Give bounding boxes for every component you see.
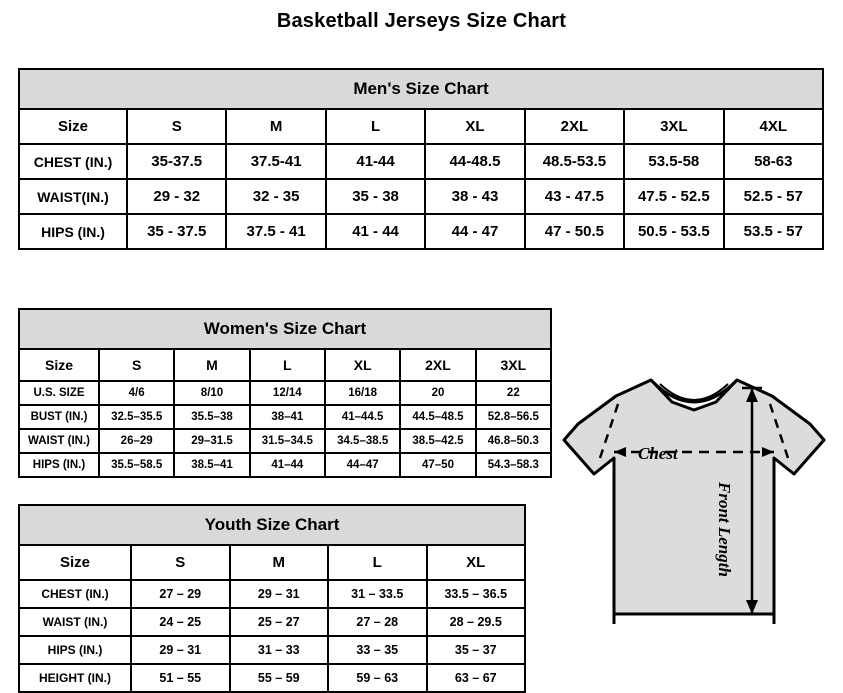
cell: 63 – 67 <box>427 664 526 692</box>
row-label-hips: HIPS (IN.) <box>19 214 127 249</box>
cell: 47–50 <box>400 453 475 477</box>
cell: 37.5-41 <box>226 144 325 179</box>
cell: 35 – 37 <box>427 636 526 664</box>
header-size-l: L <box>250 349 325 381</box>
header-size-xl: XL <box>427 545 526 580</box>
cell: 32.5–35.5 <box>99 405 174 429</box>
cell: 37.5 - 41 <box>226 214 325 249</box>
womens-size-chart-table <box>18 308 552 478</box>
table-row <box>19 580 525 608</box>
table-row <box>19 381 551 405</box>
table-caption-row <box>19 309 551 349</box>
cell: 33 – 35 <box>328 636 427 664</box>
header-size: Size <box>19 109 127 144</box>
cell: 35.5–58.5 <box>99 453 174 477</box>
cell: 44.5–48.5 <box>400 405 475 429</box>
cell: 8/10 <box>174 381 249 405</box>
front-length-measure-label: Front Length <box>715 482 734 577</box>
row-label-height: HEIGHT (IN.) <box>19 664 131 692</box>
cell: 33.5 – 36.5 <box>427 580 526 608</box>
page-title: Basketball Jerseys Size Chart <box>276 10 567 32</box>
cell: 35-37.5 <box>127 144 226 179</box>
cell: 44–47 <box>325 453 400 477</box>
header-size-s: S <box>131 545 230 580</box>
cell: 53.5-58 <box>624 144 723 179</box>
row-label-chest: CHEST (IN.) <box>19 144 127 179</box>
table-row <box>19 664 525 692</box>
cell: 54.3–58.3 <box>476 453 551 477</box>
table-row <box>19 405 551 429</box>
header-size-m: M <box>226 109 325 144</box>
cell: 59 – 63 <box>328 664 427 692</box>
cell: 44 - 47 <box>425 214 524 249</box>
cell: 16/18 <box>325 381 400 405</box>
header-size-3xl: 3XL <box>624 109 723 144</box>
cell: 29 - 32 <box>127 179 226 214</box>
mens-chart-caption: Men's Size Chart <box>19 69 823 109</box>
cell: 58-63 <box>724 144 823 179</box>
row-label-bust: BUST (IN.) <box>19 405 99 429</box>
cell: 35.5–38 <box>174 405 249 429</box>
mens-size-chart-table <box>18 68 824 250</box>
cell: 26–29 <box>99 429 174 453</box>
cell: 27 – 28 <box>328 608 427 636</box>
cell: 50.5 - 53.5 <box>624 214 723 249</box>
cell: 52.8–56.5 <box>476 405 551 429</box>
table-caption-row <box>19 505 525 545</box>
header-size-xl: XL <box>325 349 400 381</box>
cell: 29–31.5 <box>174 429 249 453</box>
row-label-waist: WAIST (IN.) <box>19 608 131 636</box>
table-row <box>19 214 823 249</box>
table-row <box>19 636 525 664</box>
jersey-measurement-diagram <box>556 362 836 682</box>
table-header-row <box>19 545 525 580</box>
cell: 4/6 <box>99 381 174 405</box>
header-size-s: S <box>99 349 174 381</box>
cell: 31 – 33 <box>230 636 329 664</box>
table-row <box>19 179 823 214</box>
cell: 31 – 33.5 <box>328 580 427 608</box>
header-size-l: L <box>328 545 427 580</box>
cell: 47 - 50.5 <box>525 214 624 249</box>
youth-chart-caption: Youth Size Chart <box>19 505 525 545</box>
header-size-m: M <box>174 349 249 381</box>
cell: 28 – 29.5 <box>427 608 526 636</box>
cell: 29 – 31 <box>131 636 230 664</box>
cell: 44-48.5 <box>425 144 524 179</box>
cell: 53.5 - 57 <box>724 214 823 249</box>
cell: 52.5 - 57 <box>724 179 823 214</box>
table-row <box>19 453 551 477</box>
table-row <box>19 144 823 179</box>
cell: 29 – 31 <box>230 580 329 608</box>
cell: 34.5–38.5 <box>325 429 400 453</box>
cell: 22 <box>476 381 551 405</box>
cell: 20 <box>400 381 475 405</box>
header-size: Size <box>19 545 131 580</box>
header-size: Size <box>19 349 99 381</box>
cell: 38–41 <box>250 405 325 429</box>
row-label-hips: HIPS (IN.) <box>19 453 99 477</box>
cell: 38 - 43 <box>425 179 524 214</box>
cell: 25 – 27 <box>230 608 329 636</box>
cell: 35 - 37.5 <box>127 214 226 249</box>
header-size-l: L <box>326 109 425 144</box>
jersey-shirt-icon <box>556 362 836 682</box>
cell: 38.5–41 <box>174 453 249 477</box>
chest-measure-label: Chest <box>638 444 678 463</box>
header-size-s: S <box>127 109 226 144</box>
table-caption-row <box>19 69 823 109</box>
cell: 55 – 59 <box>230 664 329 692</box>
cell: 24 – 25 <box>131 608 230 636</box>
cell: 47.5 - 52.5 <box>624 179 723 214</box>
table-header-row <box>19 109 823 144</box>
header-size-2xl: 2XL <box>400 349 475 381</box>
cell: 41–44 <box>250 453 325 477</box>
cell: 41 - 44 <box>326 214 425 249</box>
header-size-xl: XL <box>425 109 524 144</box>
header-size-3xl: 3XL <box>476 349 551 381</box>
row-label-chest: CHEST (IN.) <box>19 580 131 608</box>
header-size-2xl: 2XL <box>525 109 624 144</box>
row-label-hips: HIPS (IN.) <box>19 636 131 664</box>
youth-size-chart-table <box>18 504 526 693</box>
cell: 38.5–42.5 <box>400 429 475 453</box>
table-header-row <box>19 349 551 381</box>
row-label-waist: WAIST(IN.) <box>19 179 127 214</box>
cell: 48.5-53.5 <box>525 144 624 179</box>
cell: 35 - 38 <box>326 179 425 214</box>
cell: 51 – 55 <box>131 664 230 692</box>
header-size-m: M <box>230 545 329 580</box>
cell: 41–44.5 <box>325 405 400 429</box>
cell: 31.5–34.5 <box>250 429 325 453</box>
cell: 27 – 29 <box>131 580 230 608</box>
cell: 12/14 <box>250 381 325 405</box>
table-row <box>19 608 525 636</box>
row-label-us-size: U.S. SIZE <box>19 381 99 405</box>
cell: 46.8–50.3 <box>476 429 551 453</box>
table-row <box>19 429 551 453</box>
row-label-waist: WAIST (IN.) <box>19 429 99 453</box>
header-size-4xl: 4XL <box>724 109 823 144</box>
womens-chart-caption: Women's Size Chart <box>19 309 551 349</box>
cell: 43 - 47.5 <box>525 179 624 214</box>
cell: 41-44 <box>326 144 425 179</box>
cell: 32 - 35 <box>226 179 325 214</box>
